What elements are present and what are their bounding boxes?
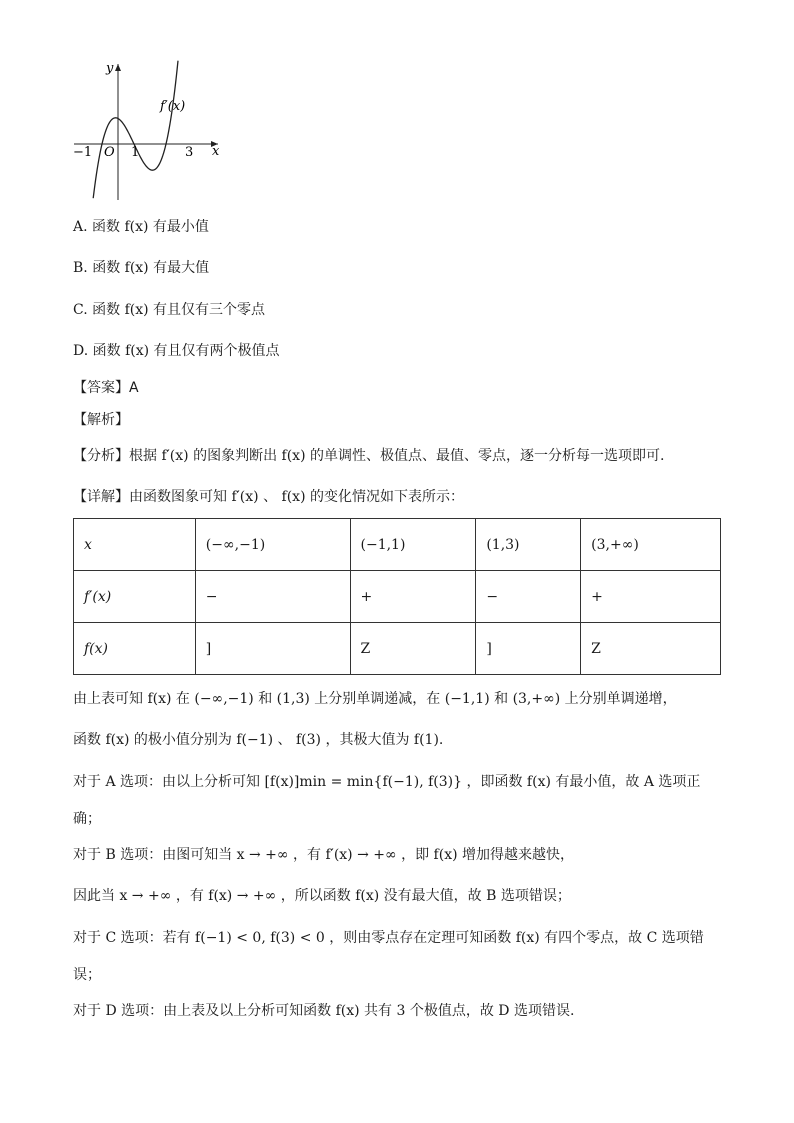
derivative-graph (66, 58, 226, 204)
table-cell: (−1,1) (350, 519, 476, 571)
table-cell: ] (195, 623, 350, 675)
table-cell: + (581, 571, 721, 623)
table-cell: Z (350, 623, 476, 675)
tick-label-3: 3 (185, 145, 194, 160)
table-cell: + (350, 571, 476, 623)
x-axis-label: x (212, 144, 220, 159)
table-row-f (74, 623, 721, 675)
table-cell: (3,+∞) (581, 519, 721, 571)
option-a: A. 函数 f(x) 有最小值 (73, 219, 209, 235)
curve-label: f′(x) (160, 99, 186, 114)
body-line: 对于 C 选项：若有 f(−1) < 0, f(3) < 0 ，则由零点存在定理可知函数 f(x) 有四个零点，故 C 选项错 (73, 930, 704, 946)
body-line: 误； (73, 967, 101, 983)
body-line: 因此当 x → +∞ ，有 f(x) → +∞ ，所以函数 f(x) 没有最大值，故 B 选项错误； (73, 888, 571, 904)
answer-line: 【答案】A (73, 380, 139, 396)
fenxi-line: 【分析】根据 f′(x) 的图象判断出 f(x) 的单调性、极值点、最值、零点，逐一分析每一选项即可. (73, 448, 665, 464)
body-line: 对于 D 选项：由上表及以上分析可知函数 f(x) 共有 3 个极值点，故 D 选项错误. (73, 1003, 575, 1019)
table-cell: Z (581, 623, 721, 675)
table-row-fprime (74, 571, 721, 623)
body-line: 函数 f(x) 的极小值分别为 f(−1) 、 f(3) ，其极大值为 f(1). (73, 732, 444, 748)
y-axis-label: y (106, 61, 114, 76)
analysis-heading: 【解析】 (73, 412, 129, 428)
y-axis-arrow (115, 64, 121, 71)
origin-label: O (104, 145, 115, 160)
table-cell: f(x) (74, 623, 196, 675)
table-cell: (−∞,−1) (195, 519, 350, 571)
body-line: 确； (73, 811, 101, 827)
body-line: 对于 A 选项：由以上分析可知 [f(x)]min = min{f(−1), f(3)} ，即函数 f(x) 有最小值，故 A 选项正 (73, 774, 701, 790)
tick-label-neg1: −1 (73, 145, 93, 160)
option-d: D. 函数 f(x) 有且仅有两个极值点 (73, 343, 280, 359)
body-line: 由上表可知 f(x) 在 (−∞,−1) 和 (1,3) 上分别单调递减，在 (−1,1) 和 (3,+∞) 上分别单调递增， (73, 691, 677, 707)
variation-table (73, 518, 721, 675)
body-line: 对于 B 选项：由图可知当 x → +∞ ，有 f′(x) → +∞ ，即 f(x) 增加得越来越快， (73, 847, 575, 863)
table-cell: x (74, 519, 196, 571)
table-row-header (74, 519, 721, 571)
table-cell: − (195, 571, 350, 623)
table-cell: ] (476, 623, 581, 675)
tick-label-1: 1 (131, 145, 140, 160)
table-cell: − (476, 571, 581, 623)
table-cell: (1,3) (476, 519, 581, 571)
option-b: B. 函数 f(x) 有最大值 (73, 260, 210, 276)
fprime-curve (93, 61, 178, 199)
option-c: C. 函数 f(x) 有且仅有三个零点 (73, 302, 266, 318)
table-cell: f′(x) (74, 571, 196, 623)
xiangjie-line: 【详解】由函数图象可知 f′(x) 、 f(x) 的变化情况如下表所示： (73, 489, 464, 505)
